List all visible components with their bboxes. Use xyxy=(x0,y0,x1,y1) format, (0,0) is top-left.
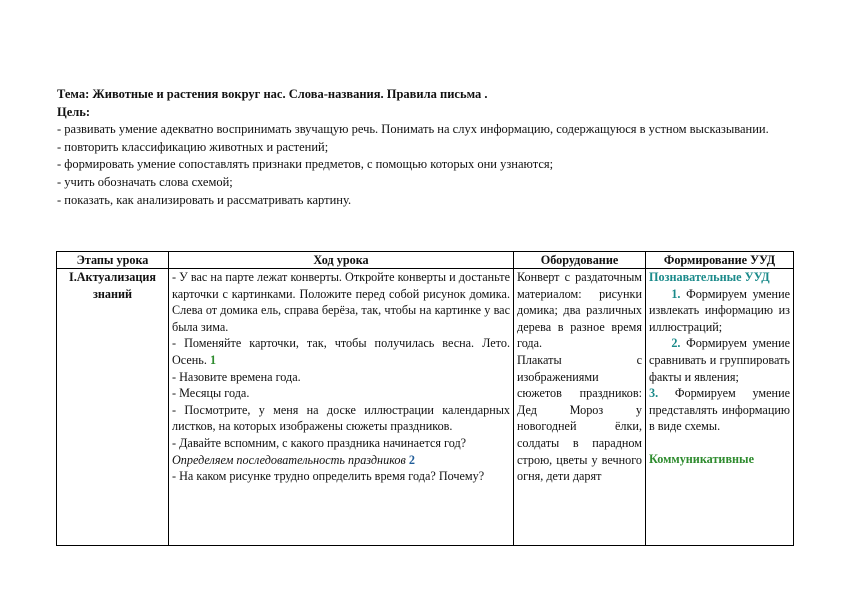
goal-item: - повторить классификацию животных и растений; xyxy=(57,139,329,154)
lesson-paragraph: - Назовите времена года. xyxy=(172,369,301,384)
equipment-cell xyxy=(514,269,646,546)
uud-item: 1. Формируем умение извлекать информацию из иллюстраций; xyxy=(649,286,790,334)
uud-cognitive-title: Познавательные УУД xyxy=(649,270,770,284)
goal-item: - развивать умение адекватно воспринимать звучащую речь. Понимать на слух информацию, содержащуюся в устном высказывании. xyxy=(57,122,769,137)
header-equipment: Оборудование xyxy=(514,252,646,269)
header-uud: Формирование УУД xyxy=(646,252,794,269)
lesson-theme: Тема: Животные и растения вокруг нас. Слова-названия. Правила письма . xyxy=(57,87,488,101)
lesson-paragraph: Определяем последовательность праздников 2 xyxy=(172,452,415,467)
uud-communicative-title: Коммуникативные xyxy=(649,451,754,466)
goal-item: - формировать умение сопоставлять признаки предметов, с помощью которых они узнаются; xyxy=(57,157,554,172)
header-stages: Этапы урока xyxy=(57,252,169,269)
lesson-paragraph: - На каком рисунке трудно определить время года? Почему? xyxy=(172,469,485,484)
lesson-cell xyxy=(169,269,514,546)
table-header-row xyxy=(57,252,794,269)
table-row xyxy=(57,269,794,546)
step-number: 1 xyxy=(209,352,217,367)
uud-item: 2. Формируем умение сравнивать и группировать факты и явления; xyxy=(649,336,790,384)
stage-cell xyxy=(57,269,169,546)
lesson-header xyxy=(57,86,797,209)
goal-item: - показать, как анализировать и рассматривать картину. xyxy=(57,192,352,207)
equipment-paragraph: Конверт с раздаточным материалом: рисунки домика; два различных дерева в разное время года. xyxy=(517,270,642,351)
lesson-paragraph: - У вас на парте лежат конверты. Откройте конверты и достаньте карточки с картинками. Положите перед собой рисунок домика. Слева от домика ель, справа берёза, так, чтобы на картинке у вас была зима. xyxy=(172,270,510,334)
step-number: 2 xyxy=(408,452,415,467)
header-lesson-course: Ход урока xyxy=(169,252,514,269)
uud-item: 3. Формируем умение представлять информацию в виде схемы. xyxy=(649,386,790,434)
lesson-paragraph: - Месяцы года. xyxy=(172,386,250,401)
goal-label: Цель: xyxy=(57,104,91,119)
lesson-paragraph: - Поменяйте карточки, так, чтобы получилась весна. Лето. Осень. 1 xyxy=(172,336,510,367)
lesson-paragraph: - Давайте вспомним, с какого праздника начинается год? xyxy=(172,435,467,450)
goal-item: - учить обозначать слова схемой; xyxy=(57,174,233,189)
uud-cell xyxy=(646,269,794,546)
lesson-paragraph: - Посмотрите, у меня на доске иллюстрации календарных листков, на которых изображены сюжеты праздников. xyxy=(172,402,510,434)
lesson-table xyxy=(56,251,794,546)
equipment-paragraph: Плакаты с изображениями сюжетов праздников: Дед Мороз у новогодней ёлки, солдаты в парадном строю, цветы у вечного огня, дети дарят xyxy=(517,352,642,484)
stage-text: I.Актуализация знаний xyxy=(68,270,157,301)
